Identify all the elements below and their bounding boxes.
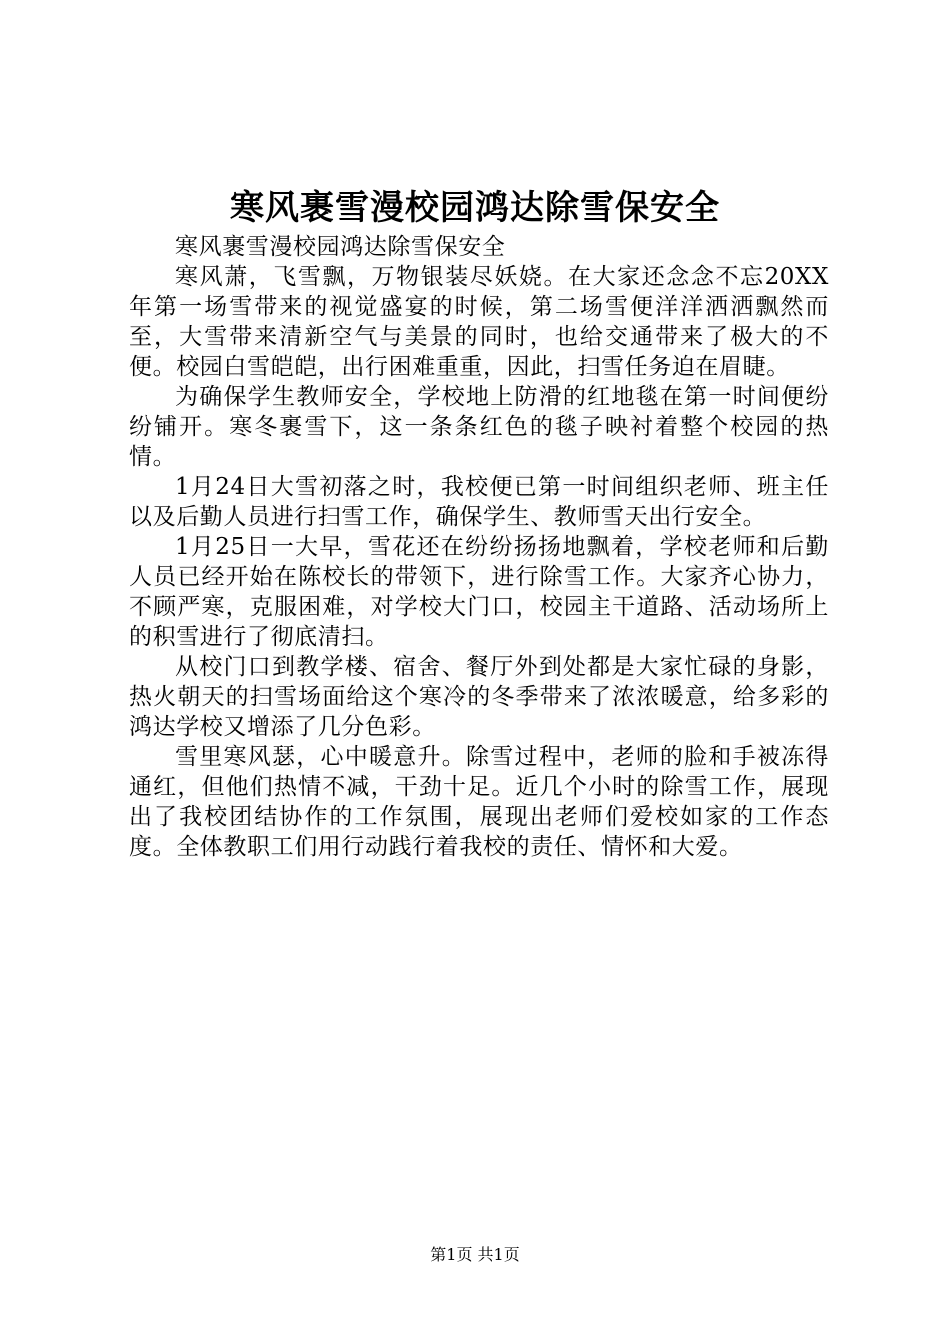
body-paragraph: 1月24日大雪初落之时，我校便已第一时间组织老师、班主任以及后勤人员进行扫雪工作，确保学生、教师雪天出行安全。	[129, 474, 829, 530]
body-paragraph: 为确保学生教师安全，学校地上防滑的红地毯在第一时间便纷纷铺开。寒冬裹雪下，这一条条红色的毯子映衬着整个校园的热情。	[129, 384, 829, 470]
body-paragraph: 寒风萧，飞雪飘，万物银装尽妖娆。在大家还念念不忘20XX年第一场雪带来的视觉盛宴的时候，第二场雪便洋洋洒洒飘然而至，大雪带来清新空气与美景的同时，也给交通带来了极大的不便。校园白雪皑皑，出行困难重重，因此，扫雪任务迫在眉睫。	[129, 264, 829, 380]
subtitle-paragraph: 寒风裹雪漫校园鸿达除雪保安全	[175, 234, 506, 260]
document-body	[129, 232, 829, 862]
body-paragraph: 从校门口到教学楼、宿舍、餐厅外到处都是大家忙碌的身影，热火朝天的扫雪场面给这个寒冷的冬季带来了浓浓暖意，给多彩的鸿达学校又增添了几分色彩。	[129, 654, 829, 740]
body-paragraph: 1月25日一大早，雪花还在纷纷扬扬地飘着，学校老师和后勤人员已经开始在陈校长的带领下，进行除雪工作。大家齐心协力，不顾严寒，克服困难，对学校大门口，校园主干道路、活动场所上的积雪进行了彻底清扫。	[129, 534, 829, 650]
document-title: 寒风裹雪漫校园鸿达除雪保安全	[230, 188, 720, 228]
page-footer: 第1页 共1页	[430, 1245, 520, 1264]
body-paragraph: 雪里寒风瑟，心中暖意升。除雪过程中，老师的脸和手被冻得通红，但他们热情不减，干劲十足。近几个小时的除雪工作，展现出了我校团结协作的工作氛围，展现出老师们爱校如家的工作态度。全体教职工们用行动践行着我校的责任、情怀和大爱。	[129, 744, 829, 860]
